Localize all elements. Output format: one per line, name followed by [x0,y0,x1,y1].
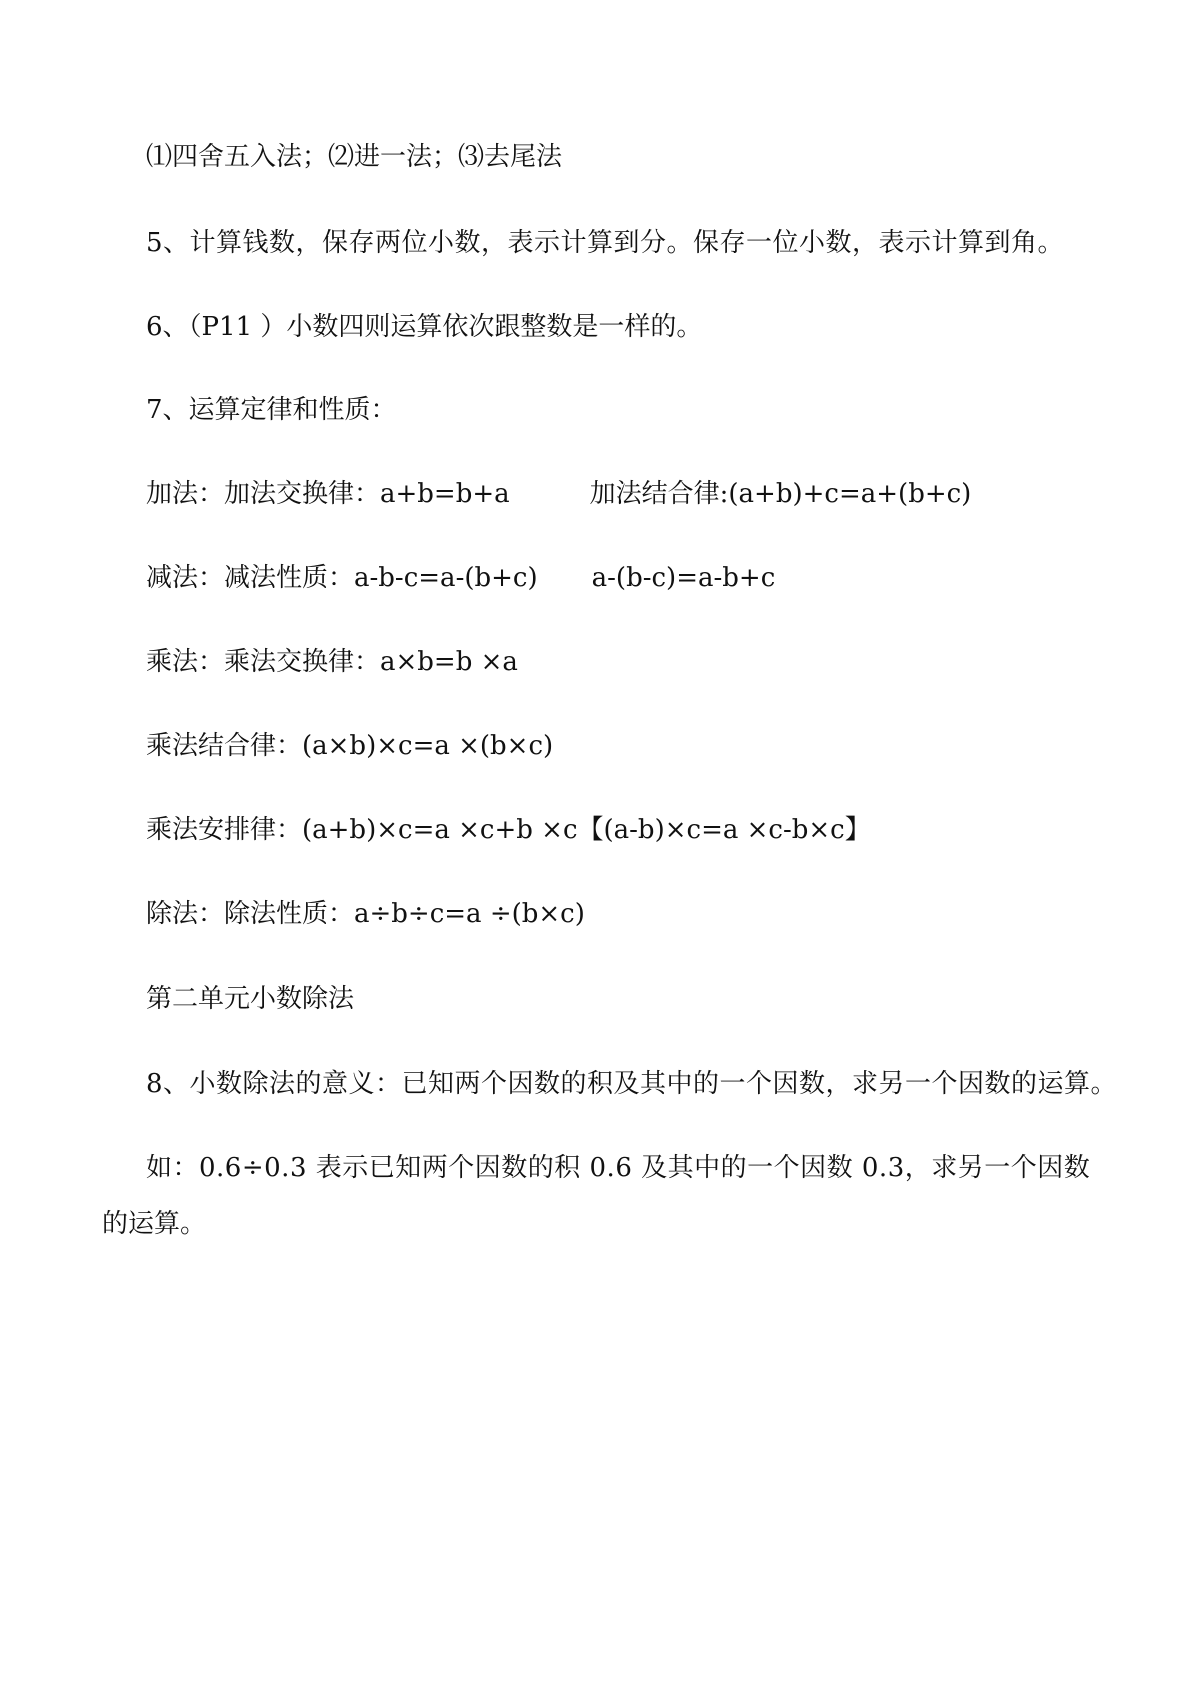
unit-2-heading: 第二单元小数除法 [146,984,355,1014]
addition-line [146,477,971,511]
multiplication-associative-line: 乘法结合律：(a×b)×c=a ×(b×c) [146,731,554,761]
subtraction-property: 减法：减法性质：a-b-c=a-(b+c) [146,563,538,593]
example-line-1: 如：0.6÷0.3 表示已知两个因数的积 0.6 及其中的一个因数 0.3，求另一个因数 [146,1153,1091,1183]
item-5-line: 5、计算钱数，保存两位小数，表示计算到分。保存一位小数，表示计算到角。 [146,228,1065,258]
subtraction-line [146,561,775,595]
addition-commutative: 加法：加法交换律：a+b=b+a [146,479,510,509]
item-8-line: 8、小数除法的意义：已知两个因数的积及其中的一个因数，求另一个因数的运算。 [146,1069,1118,1099]
rounding-methods-line: ⑴四舍五入法；⑵进一法；⑶去尾法 [146,142,563,172]
multiplication-distributive-line: 乘法安排律：(a+b)×c=a ×c+b ×c【(a-b)×c=a ×c-b×c】 [146,815,871,845]
multiplication-commutative-line: 乘法：乘法交换律：a×b=b ×a [146,647,518,677]
example-line-2: 的运算。 [102,1209,207,1239]
item-6-line: 6、（P11 ）小数四则运算依次跟整数是一样的。 [146,312,703,342]
subtraction-property-2: a-(b-c)=a-b+c [591,563,776,593]
item-7-heading: 7、运算定律和性质： [146,395,397,425]
division-line: 除法：除法性质：a÷b÷c=a ÷(b×c) [146,899,585,929]
addition-associative: 加法结合律:(a+b)+c=a+(b+c) [589,479,972,509]
